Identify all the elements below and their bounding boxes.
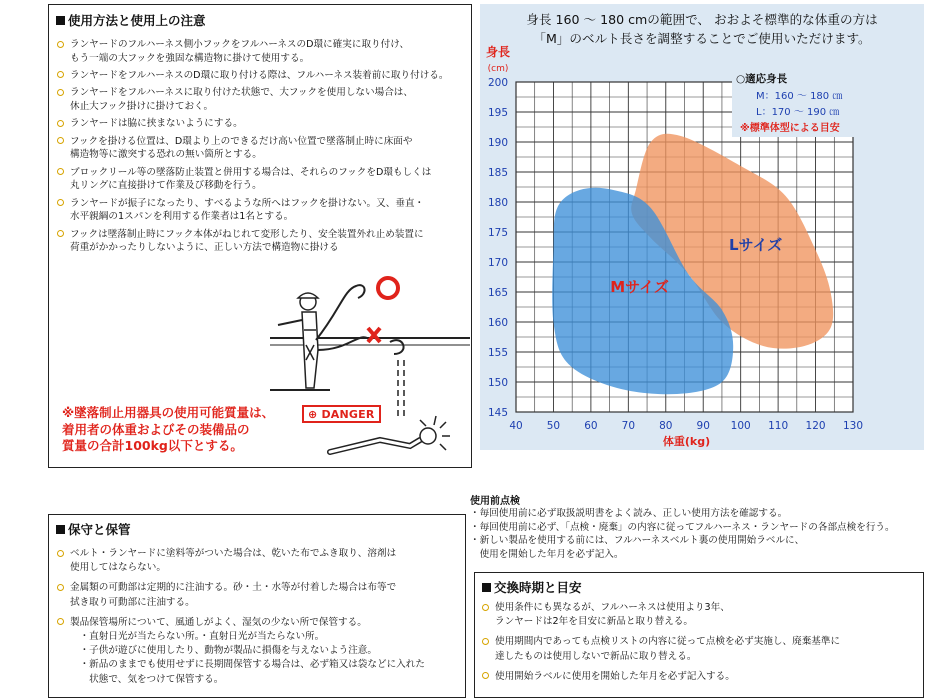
replacement-list [482,601,918,690]
circle-bullet-icon [57,71,64,78]
list-item-text: ランヤードのフルハーネス側小フックをフルハーネスのD環に確実に取り付け、 もう一端の大フックを強固な構造物に掛けて使用する。 [70,39,410,64]
list-item [57,228,467,255]
size-chart [480,4,924,450]
list-item [57,547,459,575]
x-tick-label: 70 [621,420,636,432]
list-item [57,117,467,131]
list-item [57,69,467,83]
warning-icon: ⊕ [308,408,318,421]
m-size-label: Mサイズ [610,278,669,296]
circle-bullet-icon [57,120,64,127]
list-item-text: 使用期間内であっても点検リストの内容に従って点検を必ず実施し、廃棄基準に 達したものは使用しないで新品に取り替える。 [495,636,841,662]
x-tick-label: 60 [584,420,598,432]
list-item [57,197,467,224]
list-item [57,581,459,609]
storage-list [57,547,459,693]
circle-bullet-icon [57,230,64,237]
y-tick-label: 180 [487,197,508,209]
list-item-text: 製品保管場所について、風通しがよく、湿気の少ない所で保管する。 ・直射日光が当たらない所。・直射日光が当たらない所。 ・子供が遊びに使用したり、動物が製品に損傷を与えないよう注意。 ・新品のままでも使用せずに長期間保管する場合は、必ず箱又は袋などに入れた 状態で、気をつけて保管する。 [70,616,425,685]
circle-bullet-icon [57,550,64,557]
list-item [57,86,467,113]
list-item [57,616,459,687]
y-tick-label: 190 [487,137,508,149]
y-tick-label: 155 [487,347,508,359]
square-bullet-icon [482,583,491,592]
legend-title: ○適応身長 [736,73,788,85]
x-tick-label: 80 [659,420,673,432]
inspection-list [470,507,930,561]
l-size-label: Lサイズ [728,236,783,254]
y-tick-label: 185 [487,167,508,179]
list-item [470,534,930,561]
list-item [57,166,467,193]
legend-line: L：170 〜 190 ㎝ [756,107,840,118]
list-item [482,635,918,663]
x-tick-label: 100 [730,420,751,432]
circle-bullet-icon [57,618,64,625]
list-item-text: ベルト・ランヤードに塗料等がついた場合は、乾いた布でふき取り、溶剤は 使用してはならない。 [70,548,397,574]
list-item-text: ランヤードが振子になったり、すべるような所へはフックを掛けない。又、垂直・ 水平親綱の1スパンを利用する作業者は1名とする。 [70,197,425,223]
y-tick-label: 170 [487,257,508,269]
usage-list [57,38,467,259]
list-item-text: ブロックリール等の墜落防止装置と併用する場合は、それらのフックをD環もしくは 丸リングに直接掛けて作業及び移動を行う。 [70,166,432,192]
circle-bullet-icon [57,137,64,144]
x-tick-label: 110 [768,420,789,432]
list-item-text: フックは墜落制止時にフック本体がねじれて変形したり、安全装置外れ止め装置に 荷重がかかったりしないように、正しい方法で構造物に掛ける [70,228,424,254]
circle-bullet-icon [57,41,64,48]
size-chart-panel [480,4,924,450]
y-tick-label: 200 [487,77,508,89]
circle-bullet-icon [57,168,64,175]
circle-bullet-icon [482,638,489,645]
danger-sign: ⊕ DANGER [302,405,381,423]
x-tick-label: 50 [546,420,561,432]
list-item-text: 金属類の可動部は定期的に注油する。砂・土・水等が付着した場合は布等で 拭き取り可動部に注油する。 [70,582,397,608]
list-item [482,670,918,684]
list-item-text: ・毎回使用前に必ず取扱説明書をよく読み、正しい使用方法を確認する。 [470,508,788,519]
circle-bullet-icon [57,89,64,96]
list-item [57,135,467,162]
x-axis-label: 体重(kg) [662,435,711,448]
list-item [57,38,467,65]
list-item-text: ランヤードをフルハーネスのD環に取り付ける際は、フルハーネス装着前に取り付ける。 [70,69,449,81]
list-item-text: フックを掛ける位置は、D環より上のできるだけ高い位置で墜落制止時に床面や 構造物等に激突する恐れの無い箇所とする。 [70,135,413,161]
list-item [470,507,930,521]
legend-note: ※標準体型による目安 [740,123,840,134]
replacement-title: 交換時期と目安 [482,578,582,596]
legend-line: M：160 〜 180 ㎝ [756,91,843,102]
square-bullet-icon [56,16,65,25]
storage-title: 保守と保管 [56,520,131,538]
list-item-text: 使用開始ラベルに使用を開始した年月を必ず記入する。 [495,670,735,682]
y-tick-label: 145 [487,407,508,419]
y-tick-label: 165 [487,287,508,299]
list-item-text: ・毎回使用前に必ず、「点検・廃棄」の内容に従ってフルハーネス・ランヤードの各部点検を行う。 [470,521,895,533]
y-tick-label: 160 [487,317,508,329]
list-item-text: ・新しい製品を使用する前には、フルハーネスベルト裏の使用開始ラベルに、 使用を開始した年月を必ず記入。 [470,535,805,560]
square-bullet-icon [56,525,65,534]
y-tick-label: 175 [487,227,508,239]
x-tick-label: 40 [509,420,523,432]
circle-bullet-icon [57,584,64,591]
y-axis-unit: (cm) [487,64,509,74]
list-item-text: 使用条件にも異なるが、フルハーネスは使用より3年、 ランヤードは2年を目安に新品と取り替える。 [495,602,730,628]
chart-header: 身長 160 〜 180 cmの範囲で、 おおよそ標準的な体重の方は 「M」のベルト長さを調整することでご使用いただけます。 [526,12,878,46]
list-item-text: ランヤードは脇に挟まないようにする。 [70,118,243,130]
y-tick-label: 150 [487,377,508,389]
usage-title: 使用方法と使用上の注意 [56,11,206,29]
circle-bullet-icon [482,672,489,679]
usage-warning-note: ※墜落制止用器具の使用可能質量は、 着用者の体重およびその装備品の 質量の合計100kg以下とする。 [62,405,275,453]
x-tick-label: 90 [696,420,710,432]
x-tick-label: 130 [842,420,864,432]
list-item-text: ランヤードをフルハーネスに取り付けた状態で、大フックを使用しない場合は、 休止大フック掛けに掛けておく。 [70,87,413,112]
circle-bullet-icon [57,199,64,206]
list-item [482,601,918,629]
inspection-title: 使用前点検 [470,496,520,507]
y-tick-label: 195 [487,107,508,119]
y-axis-label: 身長 [485,45,511,59]
list-item [470,521,930,535]
x-tick-label: 120 [805,420,826,432]
circle-bullet-icon [482,604,489,611]
